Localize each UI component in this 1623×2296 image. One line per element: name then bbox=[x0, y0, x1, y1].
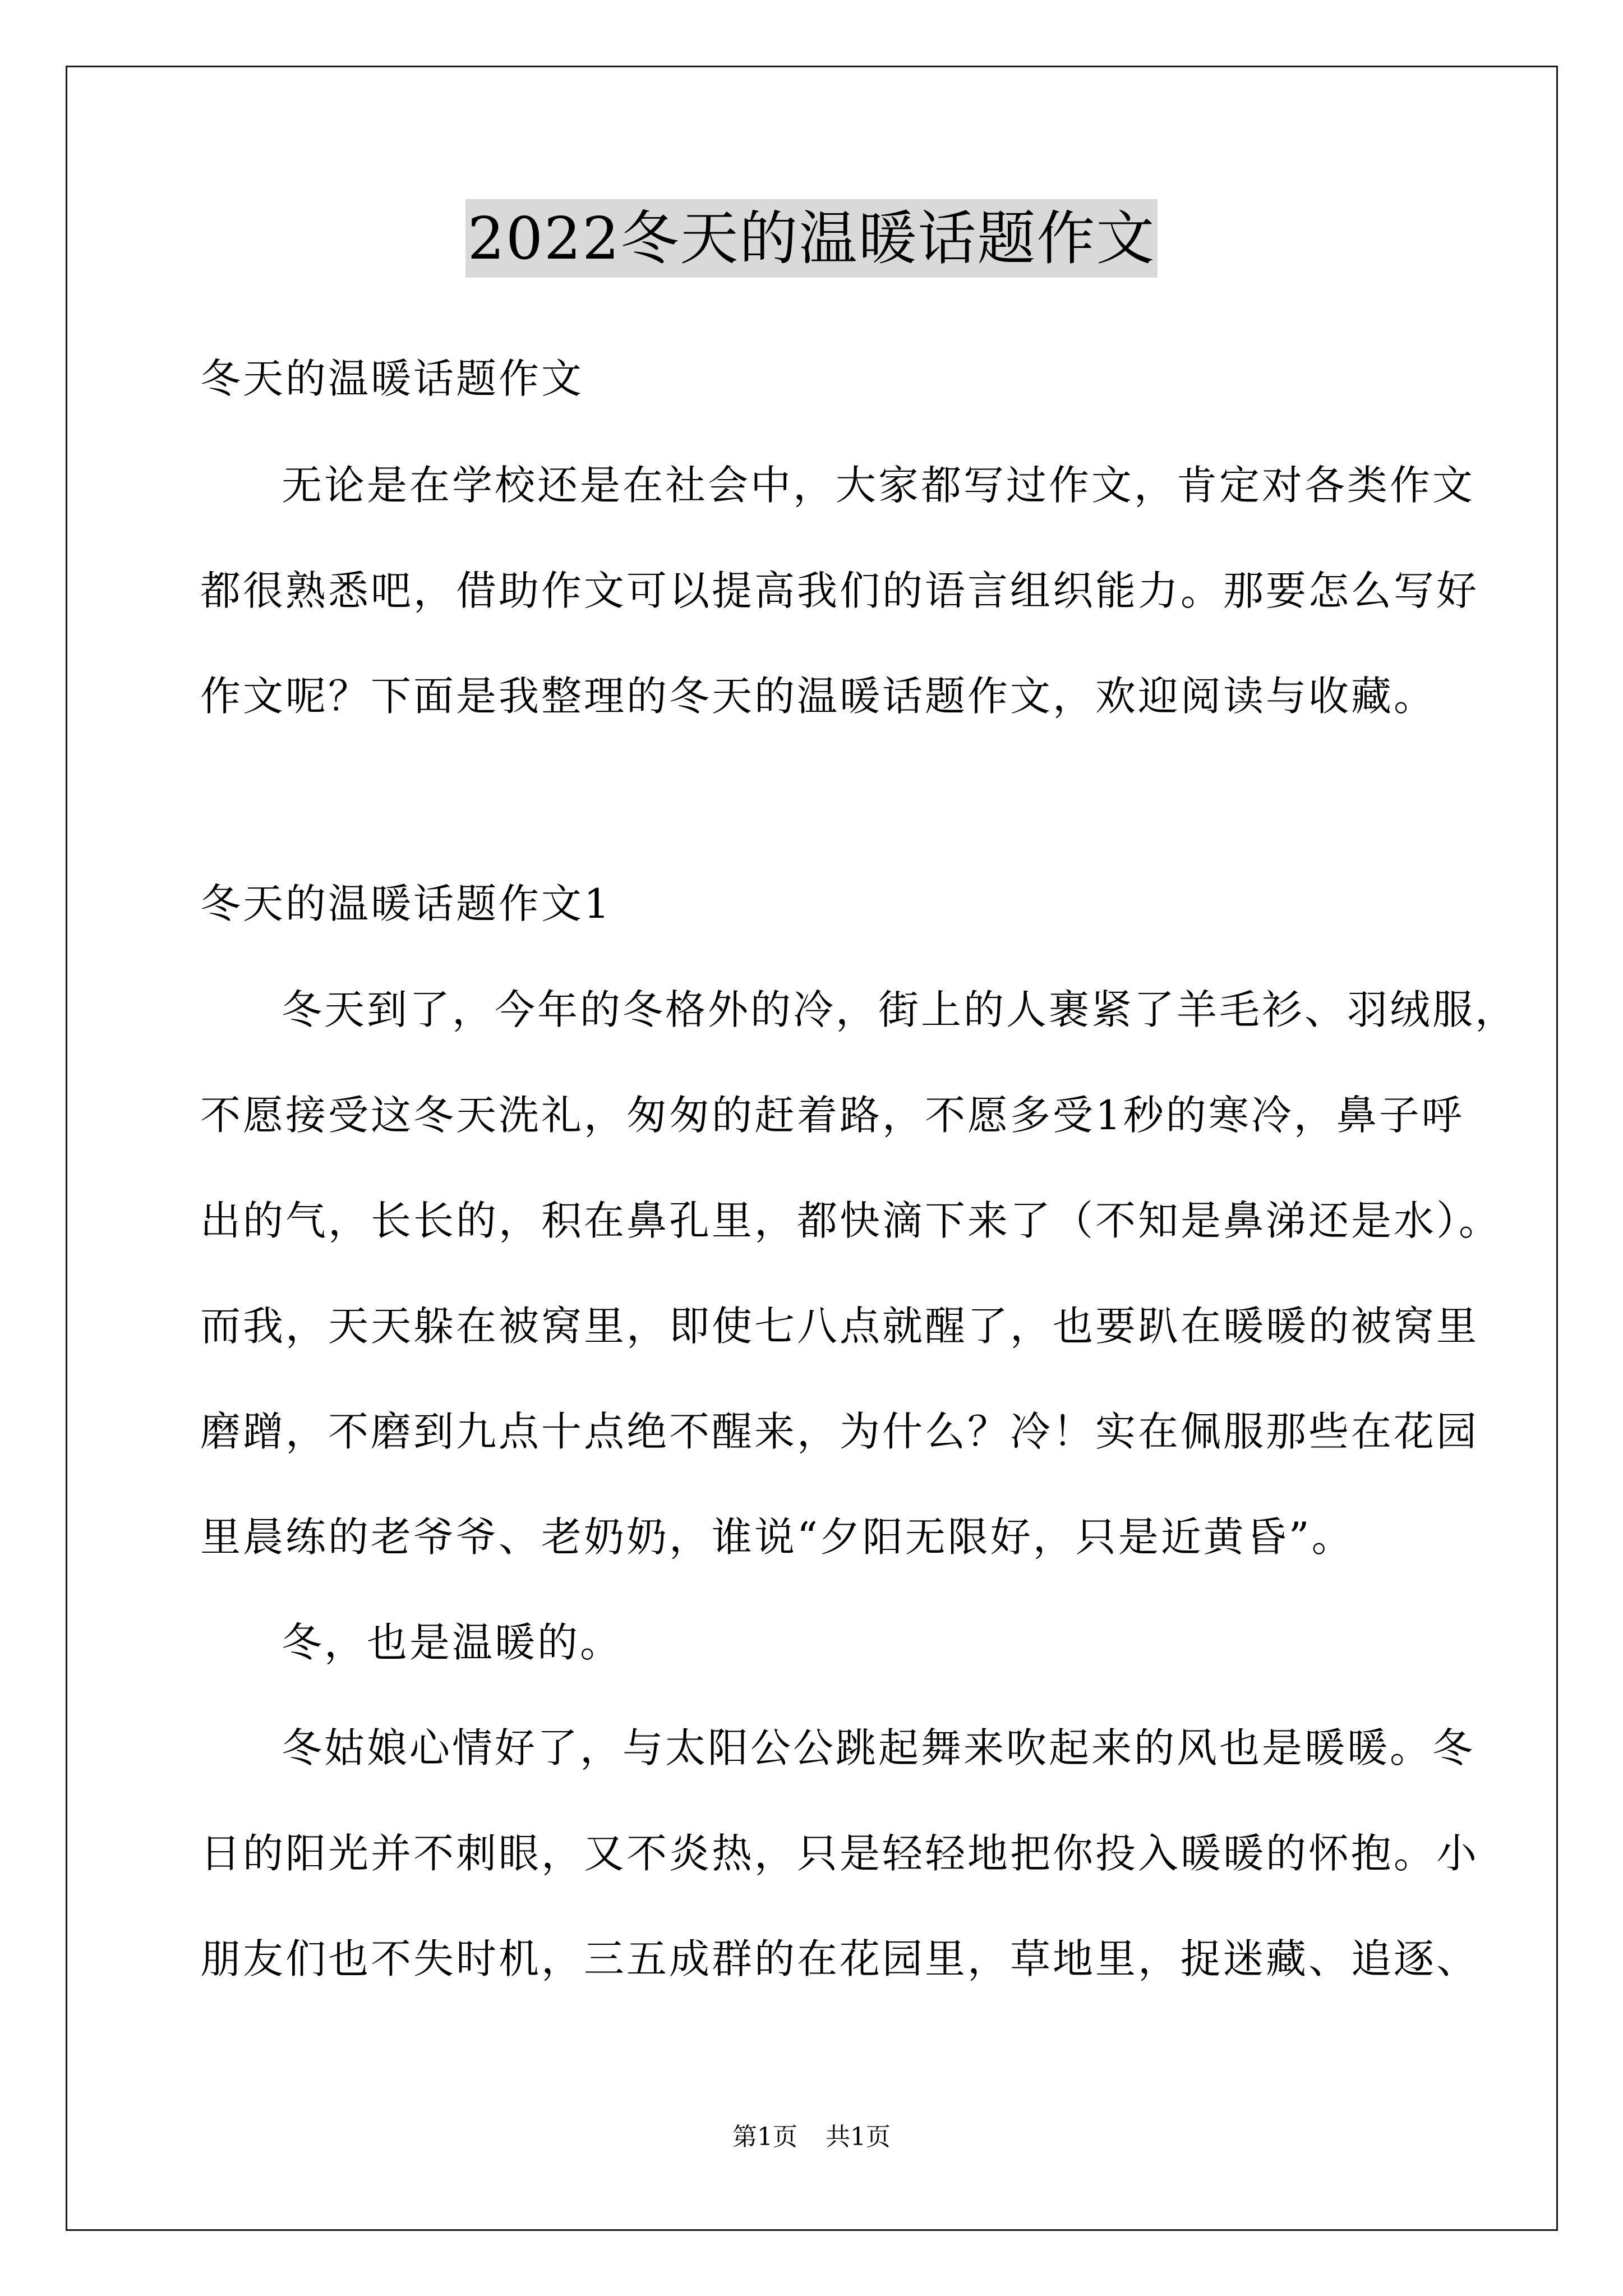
paragraph-3-line-3: 朋友们也不失时机，三五成群的在花园里，草地里，捉迷藏、追逐、 bbox=[200, 1935, 1479, 1982]
document-title: 2022冬天的温暖话题作文 bbox=[465, 199, 1158, 278]
paragraph-1-line-2: 不愿接受这冬天洗礼，匆匆的赶着路，不愿多受1秒的寒冷，鼻子呼 bbox=[200, 1092, 1464, 1139]
paragraph-1-line-4: 而我，天天躲在被窝里，即使七八点就醒了，也要趴在暖暖的被窝里 bbox=[200, 1303, 1479, 1350]
paragraph-3-line-2: 日的阳光并不刺眼，又不炎热，只是轻轻地把你投入暖暖的怀抱。小 bbox=[200, 1830, 1479, 1877]
intro-line-1: 无论是在学校还是在社会中，大家都写过作文，肯定对各类作文 bbox=[282, 462, 1476, 509]
paragraph-1-line-1: 冬天到了，今年的冬格外的冷，街上的人裹紧了羊毛衫、羽绒服， bbox=[282, 986, 1518, 1033]
intro-line-2: 都很熟悉吧，借助作文可以提高我们的语言组织能力。那要怎么写好 bbox=[200, 567, 1479, 614]
paragraph-1-line-6: 里晨练的老爷爷、老奶奶，谁说“夕阳无限好，只是近黄昏”。 bbox=[200, 1513, 1354, 1561]
paragraph-2-line-1: 冬，也是温暖的。 bbox=[282, 1619, 623, 1666]
intro-line-3: 作文呢？下面是我整理的冬天的温暖话题作文，欢迎阅读与收藏。 bbox=[200, 673, 1437, 720]
document-subtitle: 冬天的温暖话题作文 bbox=[200, 355, 584, 402]
paragraph-3-line-1: 冬姑娘心情好了，与太阳公公跳起舞来吹起来的风也是暖暖。冬 bbox=[282, 1724, 1476, 1772]
page-total: 共1页 bbox=[826, 2123, 891, 2151]
paragraph-1-line-5: 磨蹭，不磨到九点十点绝不醒来，为什么？冷！实在佩服那些在花园 bbox=[200, 1408, 1479, 1455]
title-container bbox=[0, 199, 1623, 278]
paragraph-1-line-3: 出的气，长长的，积在鼻孔里，都快滴下来了（不知是鼻涕还是水）。 bbox=[200, 1197, 1502, 1244]
page-number: 第1页 bbox=[732, 2123, 797, 2151]
page-footer bbox=[0, 2120, 1623, 2154]
section-heading-1: 冬天的温暖话题作文1 bbox=[200, 880, 612, 927]
